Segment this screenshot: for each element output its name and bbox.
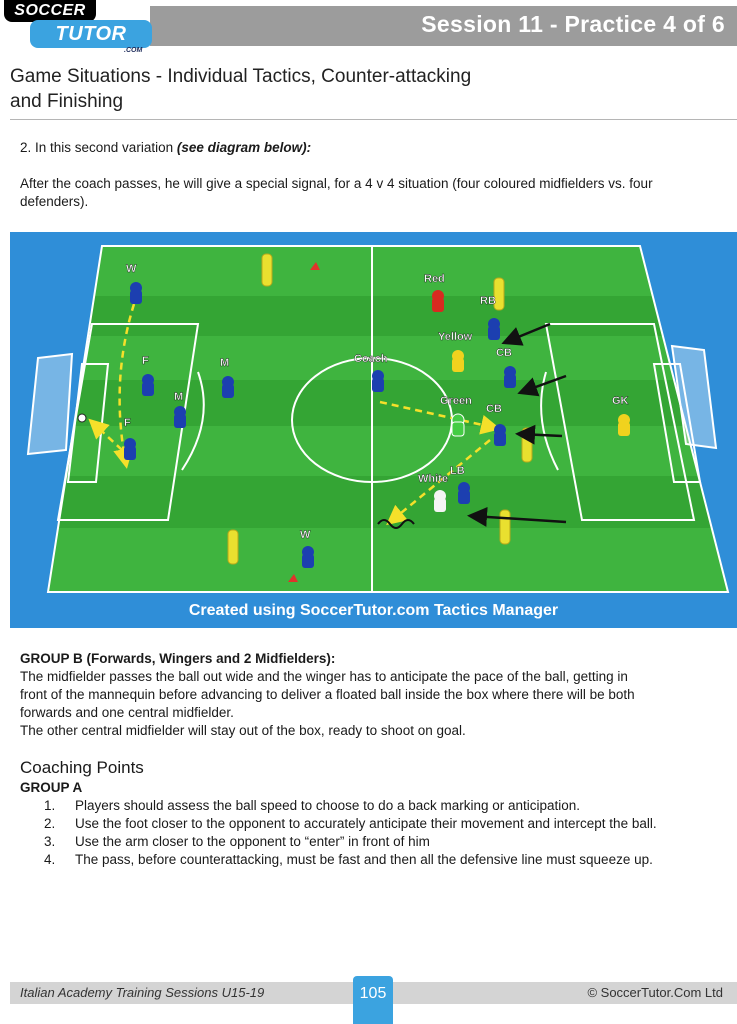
variation-text: 2. In this second variation — [20, 140, 177, 155]
list-item — [20, 815, 737, 833]
label-cb2: CB — [486, 403, 502, 415]
label-m1: M — [220, 357, 230, 369]
label-gk: GK — [612, 395, 629, 407]
list-text: Use the foot closer to the opponent to accurately anticipate their movement and intercept the ball. — [75, 816, 657, 831]
list-number: 1. — [44, 798, 56, 813]
group-b-line: The other central midfielder will stay out of the box, ready to shoot on goal. — [20, 723, 466, 738]
group-b-line: forwards and one central midfielder. — [20, 705, 234, 720]
label-cb1: CB — [496, 347, 512, 359]
list-item — [20, 851, 737, 869]
list-item — [20, 797, 737, 815]
label-w-bottom: W — [300, 529, 311, 541]
header — [0, 0, 737, 52]
label-rb: RB — [480, 295, 496, 307]
label-f1: F — [142, 355, 149, 367]
footer-copyright: © SoccerTutor.Com Ltd — [587, 985, 723, 1000]
list-number: 3. — [44, 834, 56, 849]
group-b-line: front of the mannequin before advancing to deliver a floated ball inside the box where there will be both — [20, 687, 635, 702]
page-heading — [10, 64, 610, 114]
label-green: Green — [440, 395, 472, 407]
page-number: 105 — [353, 976, 393, 1024]
list-text: The pass, before counterattacking, must be fast and then all the defensive line must squeeze up. — [75, 852, 653, 867]
list-text: Use the arm closer to the opponent to “enter” in front of him — [75, 834, 430, 849]
footer-book-title: Italian Academy Training Sessions U15-19 — [20, 985, 265, 1000]
intro-line2: defenders). — [20, 194, 89, 209]
label-yellow: Yellow — [438, 331, 473, 343]
page-heading-line1: Game Situations - Individual Tactics, Counter-attacking — [10, 66, 472, 87]
logo-text-bottom: TUTOR — [55, 23, 127, 45]
variation-emphasis: (see diagram below): — [176, 140, 312, 155]
label-lb: LB — [450, 465, 465, 477]
heading-divider — [10, 119, 737, 120]
intro-line1: After the coach passes, he will give a special signal, for a 4 v 4 situation (four coloured midfielders vs. four — [20, 176, 653, 191]
tactics-diagram — [10, 232, 737, 628]
page-heading-line2: and Finishing — [10, 91, 124, 112]
list-number: 4. — [44, 852, 56, 867]
logo-text-top: SOCCER — [14, 2, 86, 19]
group-b-paragraph — [20, 668, 720, 740]
list-number: 2. — [44, 816, 56, 831]
label-w-top: W — [126, 263, 137, 275]
list-text: Players should assess the ball speed to choose to do a back marking or anticipation. — [75, 798, 581, 813]
logo-text-com: .COM — [124, 47, 143, 54]
coaching-points-title: Coaching Points — [20, 758, 144, 777]
session-title: Session 11 - Practice 4 of 6 — [421, 11, 725, 37]
pitch-svg — [10, 232, 737, 628]
group-b-line: The midfielder passes the ball out wide and the winger has to anticipate the pace of the ball, getting in — [20, 669, 628, 684]
group-a-title: GROUP A — [20, 780, 83, 795]
label-white: White — [418, 473, 448, 485]
list-item — [20, 833, 737, 851]
label-red: Red — [424, 273, 445, 285]
soccertutor-logo — [0, 0, 160, 56]
label-f2: F — [124, 417, 131, 429]
group-b-title: GROUP B (Forwards, Wingers and 2 Midfielders): — [20, 651, 336, 666]
label-m2: M — [174, 391, 184, 403]
label-coach: Coach — [354, 353, 388, 365]
variation-line — [20, 139, 311, 157]
diagram-caption: Created using SoccerTutor.com Tactics Manager — [188, 602, 559, 619]
intro-paragraph — [20, 175, 653, 211]
